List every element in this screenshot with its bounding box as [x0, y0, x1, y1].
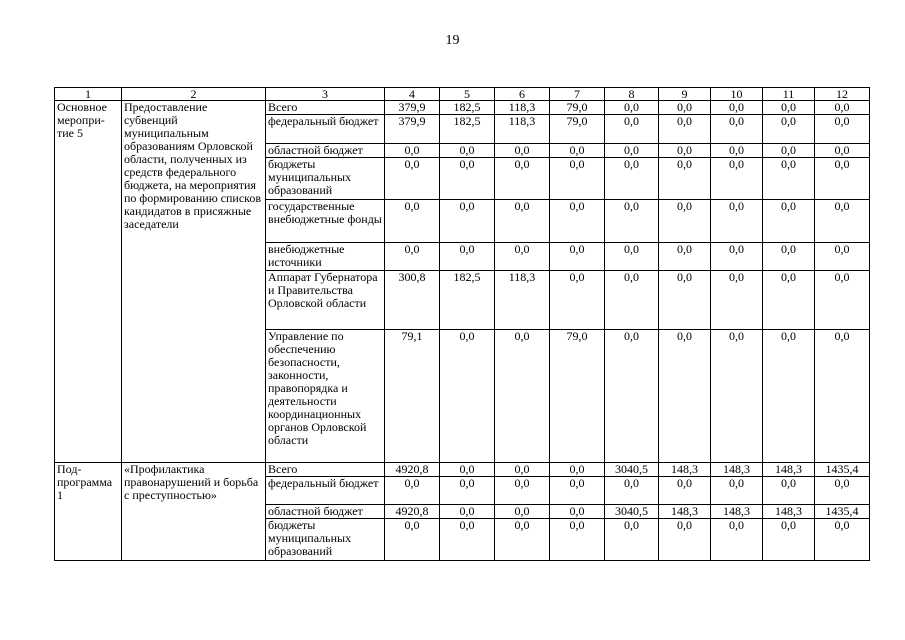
value-cell: 0,0 — [550, 243, 605, 271]
value-cell: 0,0 — [659, 243, 711, 271]
funding-source-cell: государственные внебюджетные фонды — [266, 200, 385, 243]
value-cell: 0,0 — [495, 477, 550, 505]
value-cell: 0,0 — [815, 330, 870, 463]
value-cell: 0,0 — [605, 144, 659, 158]
funding-source-cell: внебюджетные источники — [266, 243, 385, 271]
value-cell: 0,0 — [550, 477, 605, 505]
value-cell: 0,0 — [763, 115, 815, 144]
value-cell: 0,0 — [605, 477, 659, 505]
value-cell: 0,0 — [815, 115, 870, 144]
value-cell: 0,0 — [711, 158, 763, 200]
value-cell: 118,3 — [495, 101, 550, 115]
value-cell: 0,0 — [385, 200, 440, 243]
value-cell: 0,0 — [815, 243, 870, 271]
value-cell: 0,0 — [550, 519, 605, 561]
value-cell: 379,9 — [385, 115, 440, 144]
header-cell: 10 — [711, 88, 763, 101]
value-cell: 0,0 — [550, 200, 605, 243]
value-cell: 0,0 — [495, 158, 550, 200]
header-cell: 12 — [815, 88, 870, 101]
value-cell: 0,0 — [605, 330, 659, 463]
value-cell: 0,0 — [815, 519, 870, 561]
funding-source-cell: бюджеты муниципальных образований — [266, 519, 385, 561]
value-cell: 0,0 — [659, 519, 711, 561]
value-cell: 0,0 — [763, 243, 815, 271]
value-cell: 0,0 — [550, 158, 605, 200]
value-cell: 0,0 — [763, 200, 815, 243]
value-cell: 0,0 — [605, 243, 659, 271]
value-cell: 182,5 — [440, 115, 495, 144]
funding-source-cell: Аппарат Губернатора и Правительства Орловской области — [266, 271, 385, 330]
value-cell: 148,3 — [763, 505, 815, 519]
value-cell: 0,0 — [550, 271, 605, 330]
value-cell: 4920,8 — [385, 505, 440, 519]
value-cell: 0,0 — [815, 477, 870, 505]
value-cell: 0,0 — [550, 144, 605, 158]
funding-source-cell: федеральный бюджет — [266, 477, 385, 505]
header-cell: 7 — [550, 88, 605, 101]
value-cell: 0,0 — [763, 271, 815, 330]
funding-source-cell: областной бюджет — [266, 505, 385, 519]
value-cell: 0,0 — [815, 200, 870, 243]
value-cell: 0,0 — [659, 477, 711, 505]
value-cell: 0,0 — [495, 330, 550, 463]
value-cell: 148,3 — [763, 463, 815, 477]
value-cell: 79,0 — [550, 101, 605, 115]
description-cell: «Профилактика правонарушений и борьба с преступностью» — [122, 463, 266, 561]
header-cell: 4 — [385, 88, 440, 101]
header-cell: 11 — [763, 88, 815, 101]
value-cell: 0,0 — [815, 158, 870, 200]
value-cell: 79,1 — [385, 330, 440, 463]
funding-source-cell: Всего — [266, 101, 385, 115]
value-cell: 0,0 — [605, 519, 659, 561]
value-cell: 3040,5 — [605, 505, 659, 519]
value-cell: 148,3 — [659, 505, 711, 519]
header-cell: 3 — [266, 88, 385, 101]
value-cell: 118,3 — [495, 115, 550, 144]
header-cell: 9 — [659, 88, 711, 101]
value-cell: 300,8 — [385, 271, 440, 330]
header-cell: 8 — [605, 88, 659, 101]
page-number: 19 — [445, 33, 460, 48]
activity-cell: Основное меропри-тие 5 — [55, 101, 122, 463]
header-cell: 6 — [495, 88, 550, 101]
value-cell: 148,3 — [711, 463, 763, 477]
value-cell: 0,0 — [440, 505, 495, 519]
table-header-row — [55, 88, 870, 101]
value-cell: 0,0 — [815, 101, 870, 115]
funding-source-cell: бюджеты муниципальных образований — [266, 158, 385, 200]
value-cell: 0,0 — [711, 101, 763, 115]
value-cell: 0,0 — [763, 144, 815, 158]
value-cell: 0,0 — [711, 144, 763, 158]
value-cell: 0,0 — [385, 158, 440, 200]
activity-cell: Под-программа 1 — [55, 463, 122, 561]
table-row — [55, 463, 870, 477]
value-cell: 0,0 — [440, 158, 495, 200]
value-cell: 0,0 — [385, 144, 440, 158]
value-cell: 0,0 — [659, 101, 711, 115]
value-cell: 0,0 — [605, 158, 659, 200]
value-cell: 0,0 — [385, 243, 440, 271]
value-cell: 379,9 — [385, 101, 440, 115]
value-cell: 1435,4 — [815, 505, 870, 519]
value-cell: 0,0 — [605, 115, 659, 144]
value-cell: 0,0 — [495, 463, 550, 477]
value-cell: 0,0 — [385, 477, 440, 505]
value-cell: 0,0 — [440, 144, 495, 158]
value-cell: 0,0 — [605, 271, 659, 330]
value-cell: 0,0 — [605, 200, 659, 243]
value-cell: 0,0 — [659, 330, 711, 463]
value-cell: 182,5 — [440, 101, 495, 115]
value-cell: 79,0 — [550, 330, 605, 463]
header-cell: 5 — [440, 88, 495, 101]
funding-source-cell: Управление по обеспечению безопасности, законности, правопорядка и деятельности координационных органов Орловской области — [266, 330, 385, 463]
value-cell: 0,0 — [659, 115, 711, 144]
value-cell: 0,0 — [711, 243, 763, 271]
description-cell: Предоставление субвенций муниципальным образованиям Орловской области, полученных из средств федерального бюджета, на мероприятия по формированию списков кандидатов в присяжные заседатели — [122, 101, 266, 463]
value-cell: 79,0 — [550, 115, 605, 144]
value-cell: 182,5 — [440, 271, 495, 330]
value-cell: 0,0 — [440, 477, 495, 505]
value-cell: 0,0 — [440, 519, 495, 561]
funding-source-cell: федеральный бюджет — [266, 115, 385, 144]
value-cell: 0,0 — [495, 243, 550, 271]
value-cell: 0,0 — [550, 505, 605, 519]
value-cell: 1435,4 — [815, 463, 870, 477]
value-cell: 148,3 — [711, 505, 763, 519]
value-cell: 0,0 — [763, 519, 815, 561]
value-cell: 0,0 — [711, 519, 763, 561]
table-row — [55, 101, 870, 115]
value-cell: 0,0 — [763, 330, 815, 463]
value-cell: 0,0 — [495, 505, 550, 519]
value-cell: 3040,5 — [605, 463, 659, 477]
value-cell: 0,0 — [440, 330, 495, 463]
value-cell: 0,0 — [711, 330, 763, 463]
value-cell: 0,0 — [815, 144, 870, 158]
value-cell: 0,0 — [659, 271, 711, 330]
value-cell: 4920,8 — [385, 463, 440, 477]
value-cell: 0,0 — [711, 200, 763, 243]
value-cell: 0,0 — [711, 477, 763, 505]
value-cell: 0,0 — [440, 200, 495, 243]
value-cell: 0,0 — [763, 158, 815, 200]
value-cell: 0,0 — [495, 200, 550, 243]
value-cell: 0,0 — [815, 271, 870, 330]
value-cell: 148,3 — [659, 463, 711, 477]
value-cell: 0,0 — [659, 200, 711, 243]
value-cell: 0,0 — [659, 158, 711, 200]
funding-source-cell: областной бюджет — [266, 144, 385, 158]
value-cell: 0,0 — [659, 144, 711, 158]
value-cell: 0,0 — [711, 271, 763, 330]
value-cell: 0,0 — [495, 144, 550, 158]
value-cell: 0,0 — [550, 463, 605, 477]
value-cell: 0,0 — [440, 243, 495, 271]
value-cell: 0,0 — [495, 519, 550, 561]
budget-table — [54, 87, 870, 561]
header-cell: 2 — [122, 88, 266, 101]
value-cell: 0,0 — [605, 101, 659, 115]
value-cell: 0,0 — [385, 519, 440, 561]
funding-source-cell: Всего — [266, 463, 385, 477]
value-cell: 0,0 — [763, 101, 815, 115]
value-cell: 0,0 — [711, 115, 763, 144]
header-cell: 1 — [55, 88, 122, 101]
value-cell: 0,0 — [763, 477, 815, 505]
value-cell: 118,3 — [495, 271, 550, 330]
value-cell: 0,0 — [440, 463, 495, 477]
